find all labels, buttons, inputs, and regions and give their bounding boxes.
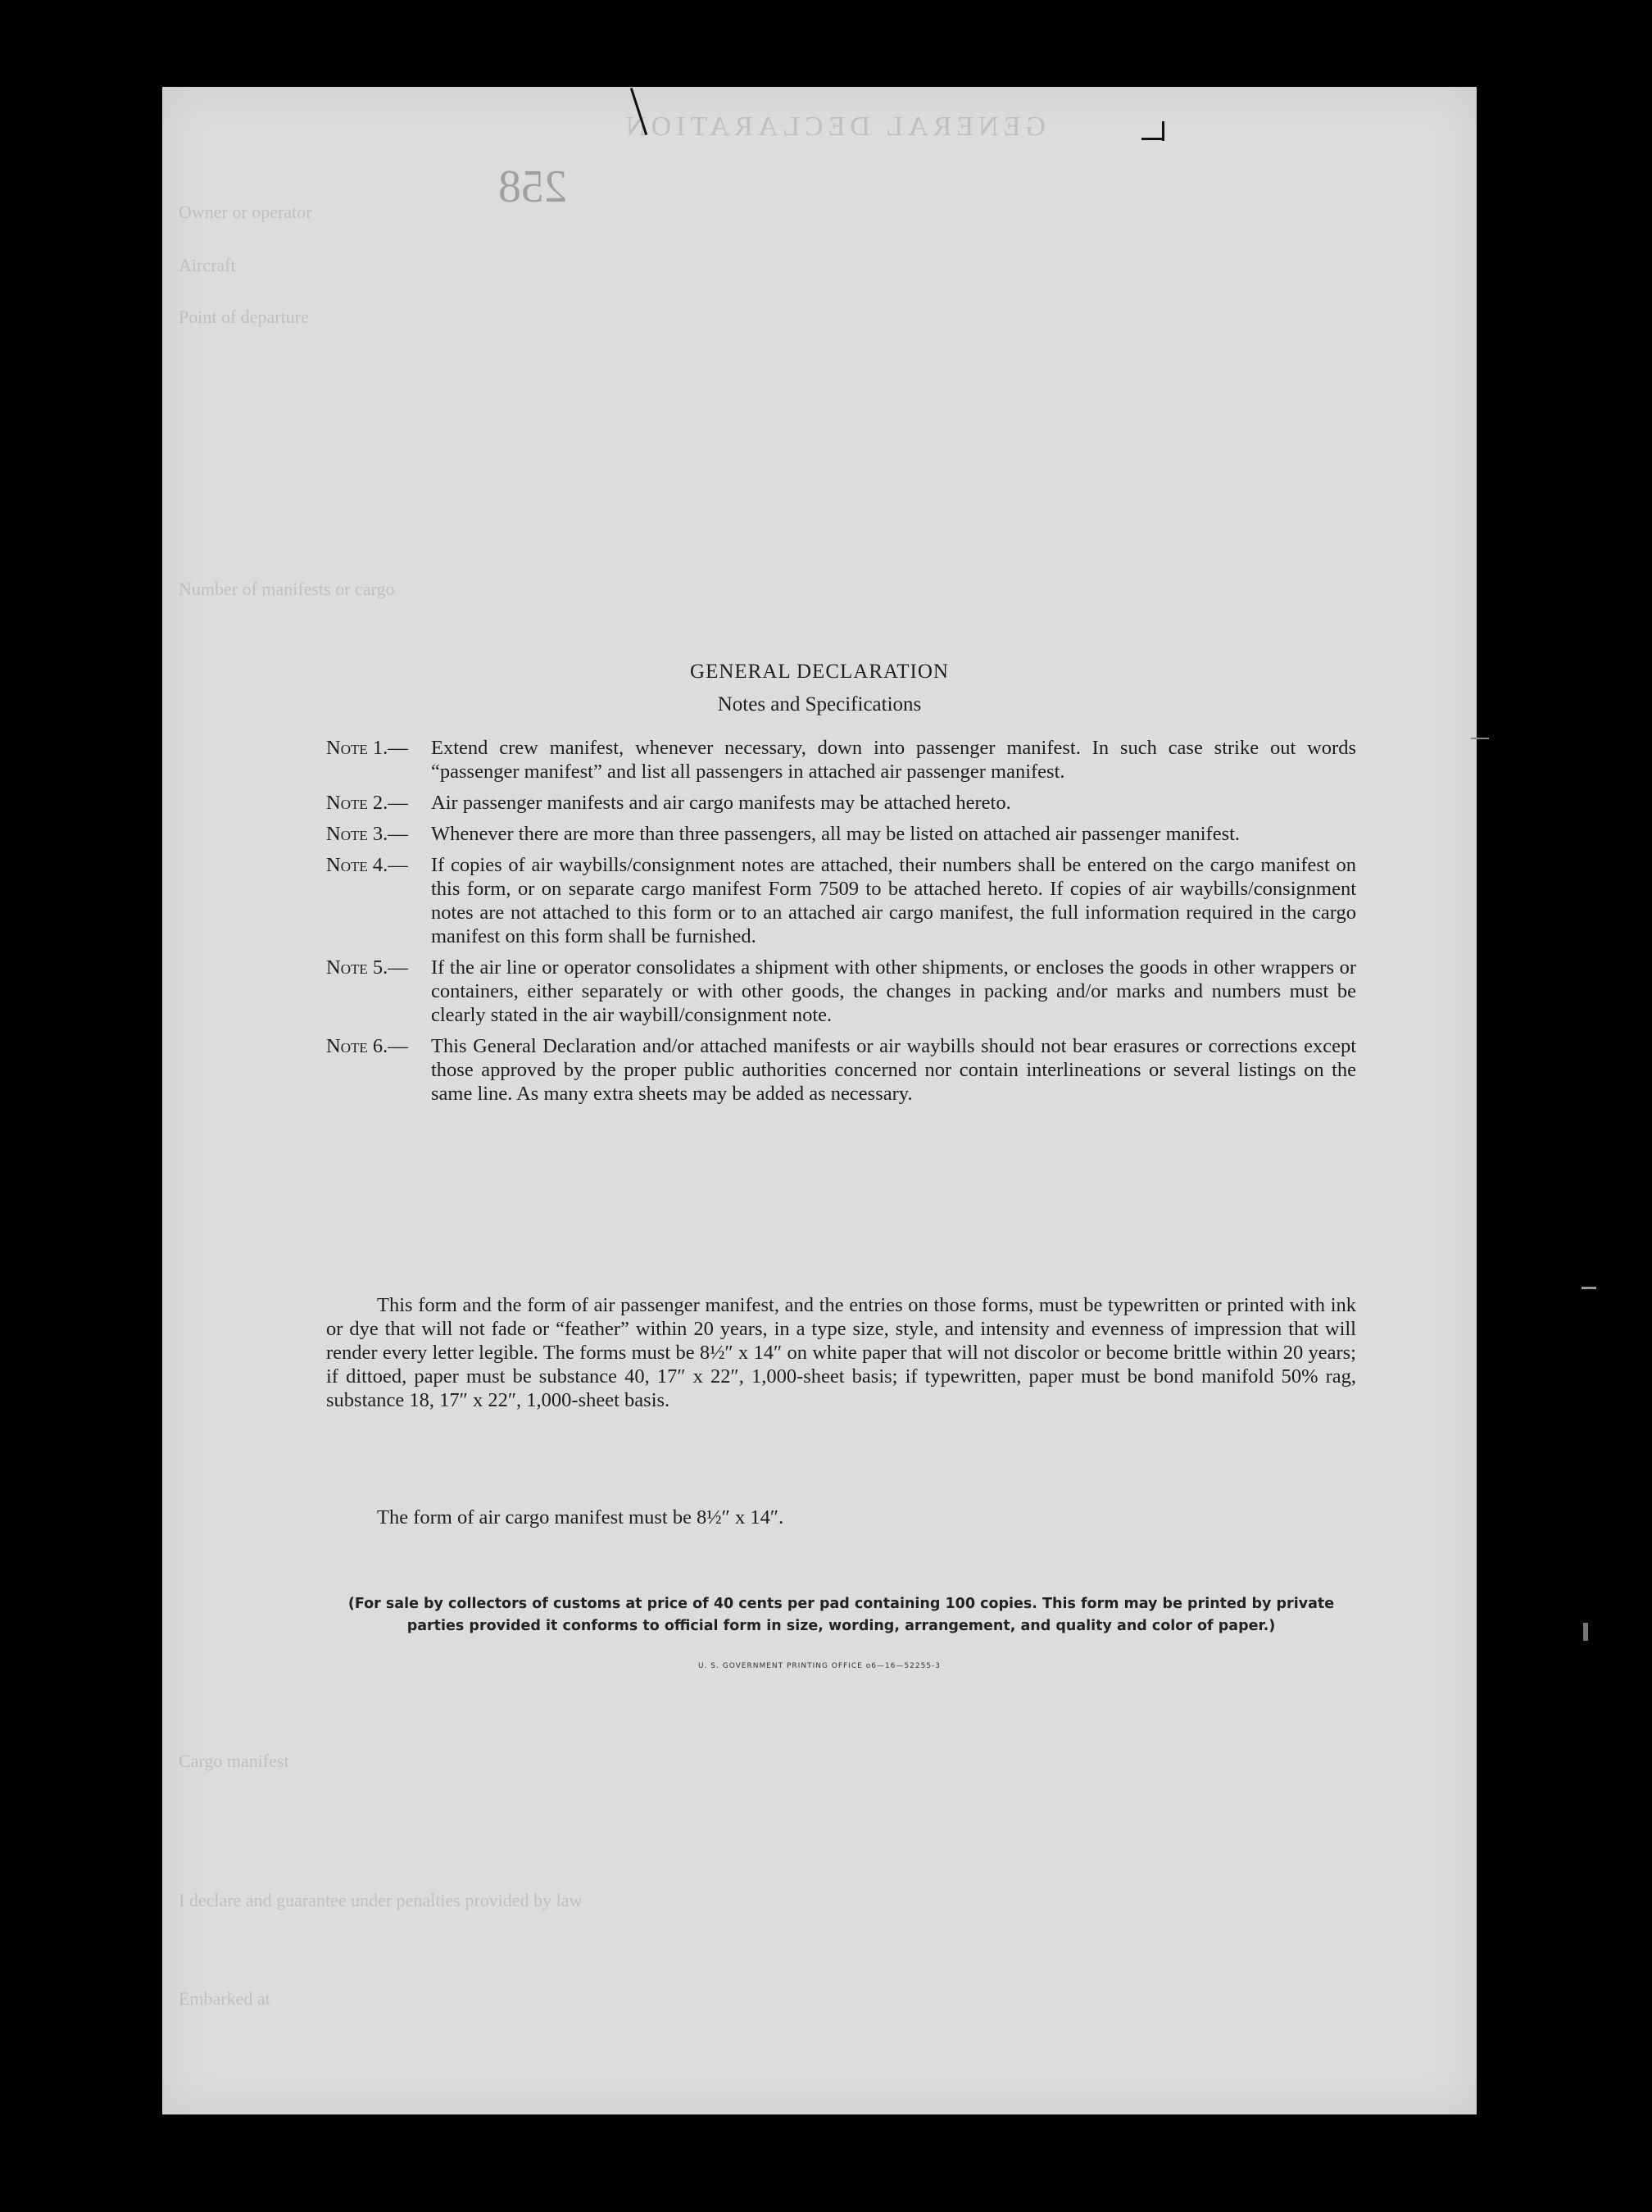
note-2 [326, 791, 1356, 815]
note-text: Whenever there are more than three passengers, all may be listed on attached air passenger manifest. [431, 823, 1241, 845]
note-label: Note 2.— [326, 792, 408, 814]
scan-mark [1141, 138, 1163, 140]
edge-mark [1582, 1287, 1596, 1289]
note-text: If the air line or operator consolidates a shipment with other shipments, or encloses the goods in other wrappers or containers, either separately or with other goods, the changes in packing and/or marks and numbers must be clearly stated in the air waybill/consignment note. [431, 956, 1356, 1026]
note-label: Note 4.— [326, 854, 408, 876]
note-label: Note 1.— [326, 737, 408, 759]
note-label: Note 5.— [326, 956, 408, 979]
bleed-through-line: Number of manifests or cargo [179, 579, 395, 599]
edge-mark [1471, 738, 1489, 739]
note-label: Note 6.— [326, 1035, 408, 1057]
cargo-form-size: The form of air cargo manifest must be 8½″ x 14″. [377, 1506, 784, 1528]
bleed-through-line: Cargo manifest [179, 1751, 289, 1771]
note-3 [326, 822, 1356, 846]
document-page [162, 87, 1477, 2114]
specification-paragraph: This form and the form of air passenger manifest, and the entries on those forms, must be typewritten or printed with ink or dye that will not fade or “feather” within 20 years, in a type size, style, and intensity and evenness of impression that will render every letter legible. The forms must be 8½″ x 14″ on white paper that will not discolor or become brittle within 20 years; if dittoed, paper must be substance 40, 17″ x 22″, 1,000-sheet basis; if typewritten, paper must be bond manifold 50% rag, substance 18, 17″ x 22″, 1,000-sheet basis. [326, 1294, 1356, 1411]
bleed-through-line: I declare and guarantee under penalties provided by law [179, 1890, 583, 1910]
sale-notice: (For sale by collectors of customs at price of 40 cents per pad containing 100 copies. This form may be printed by private parties provided it conforms to official form in size, wording, arrangement, and quality and color of paper.) [347, 1596, 1335, 1634]
note-1 [326, 736, 1356, 784]
page-subtitle: Notes and Specifications [717, 693, 922, 715]
note-4 [326, 853, 1356, 948]
note-text: This General Declaration and/or attached manifests or air waybills should not bear erasures or corrections except those approved by the proper public authorities concerned nor contain interlineations or several listings on the same line. As many extra sheets may be added as necessary. [431, 1035, 1356, 1105]
bleed-through-line: Owner or operator [179, 202, 312, 222]
note-5 [326, 956, 1356, 1027]
bleed-through-line: Point of departure [179, 307, 309, 327]
bleed-through-line: Aircraft [179, 255, 236, 275]
note-text: Air passenger manifests and air cargo manifests may be attached hereto. [431, 792, 1011, 814]
bleed-through-line: Embarked at [179, 1988, 270, 2009]
note-text: Extend crew manifest, whenever necessary, down into passenger manifest. In such case strike out words “passenger manifest” and list all passengers in attached air passenger manifest. [431, 737, 1356, 783]
edge-mark [1583, 1623, 1588, 1641]
printer-imprint: U. S. GOVERNMENT PRINTING OFFICE o6—16—52255-3 [697, 1662, 941, 1670]
bleed-through-header: GENERAL DECLARATION [621, 111, 1046, 142]
note-label: Note 3.— [326, 823, 408, 845]
note-text: If copies of air waybills/consignment notes are attached, their numbers shall be entered on the cargo manifest on this form, or on separate cargo manifest Form 7509 to be attached hereto. If copies of air waybills/consignment notes are not attached to this form or to an attached air cargo manifest, the full information required in the cargo manifest on this form shall be furnished. [431, 854, 1356, 947]
page-title: GENERAL DECLARATION [690, 661, 949, 683]
note-6 [326, 1034, 1356, 1106]
notes-list [326, 736, 1356, 1113]
bleed-through-stamp: 258 [498, 161, 567, 212]
